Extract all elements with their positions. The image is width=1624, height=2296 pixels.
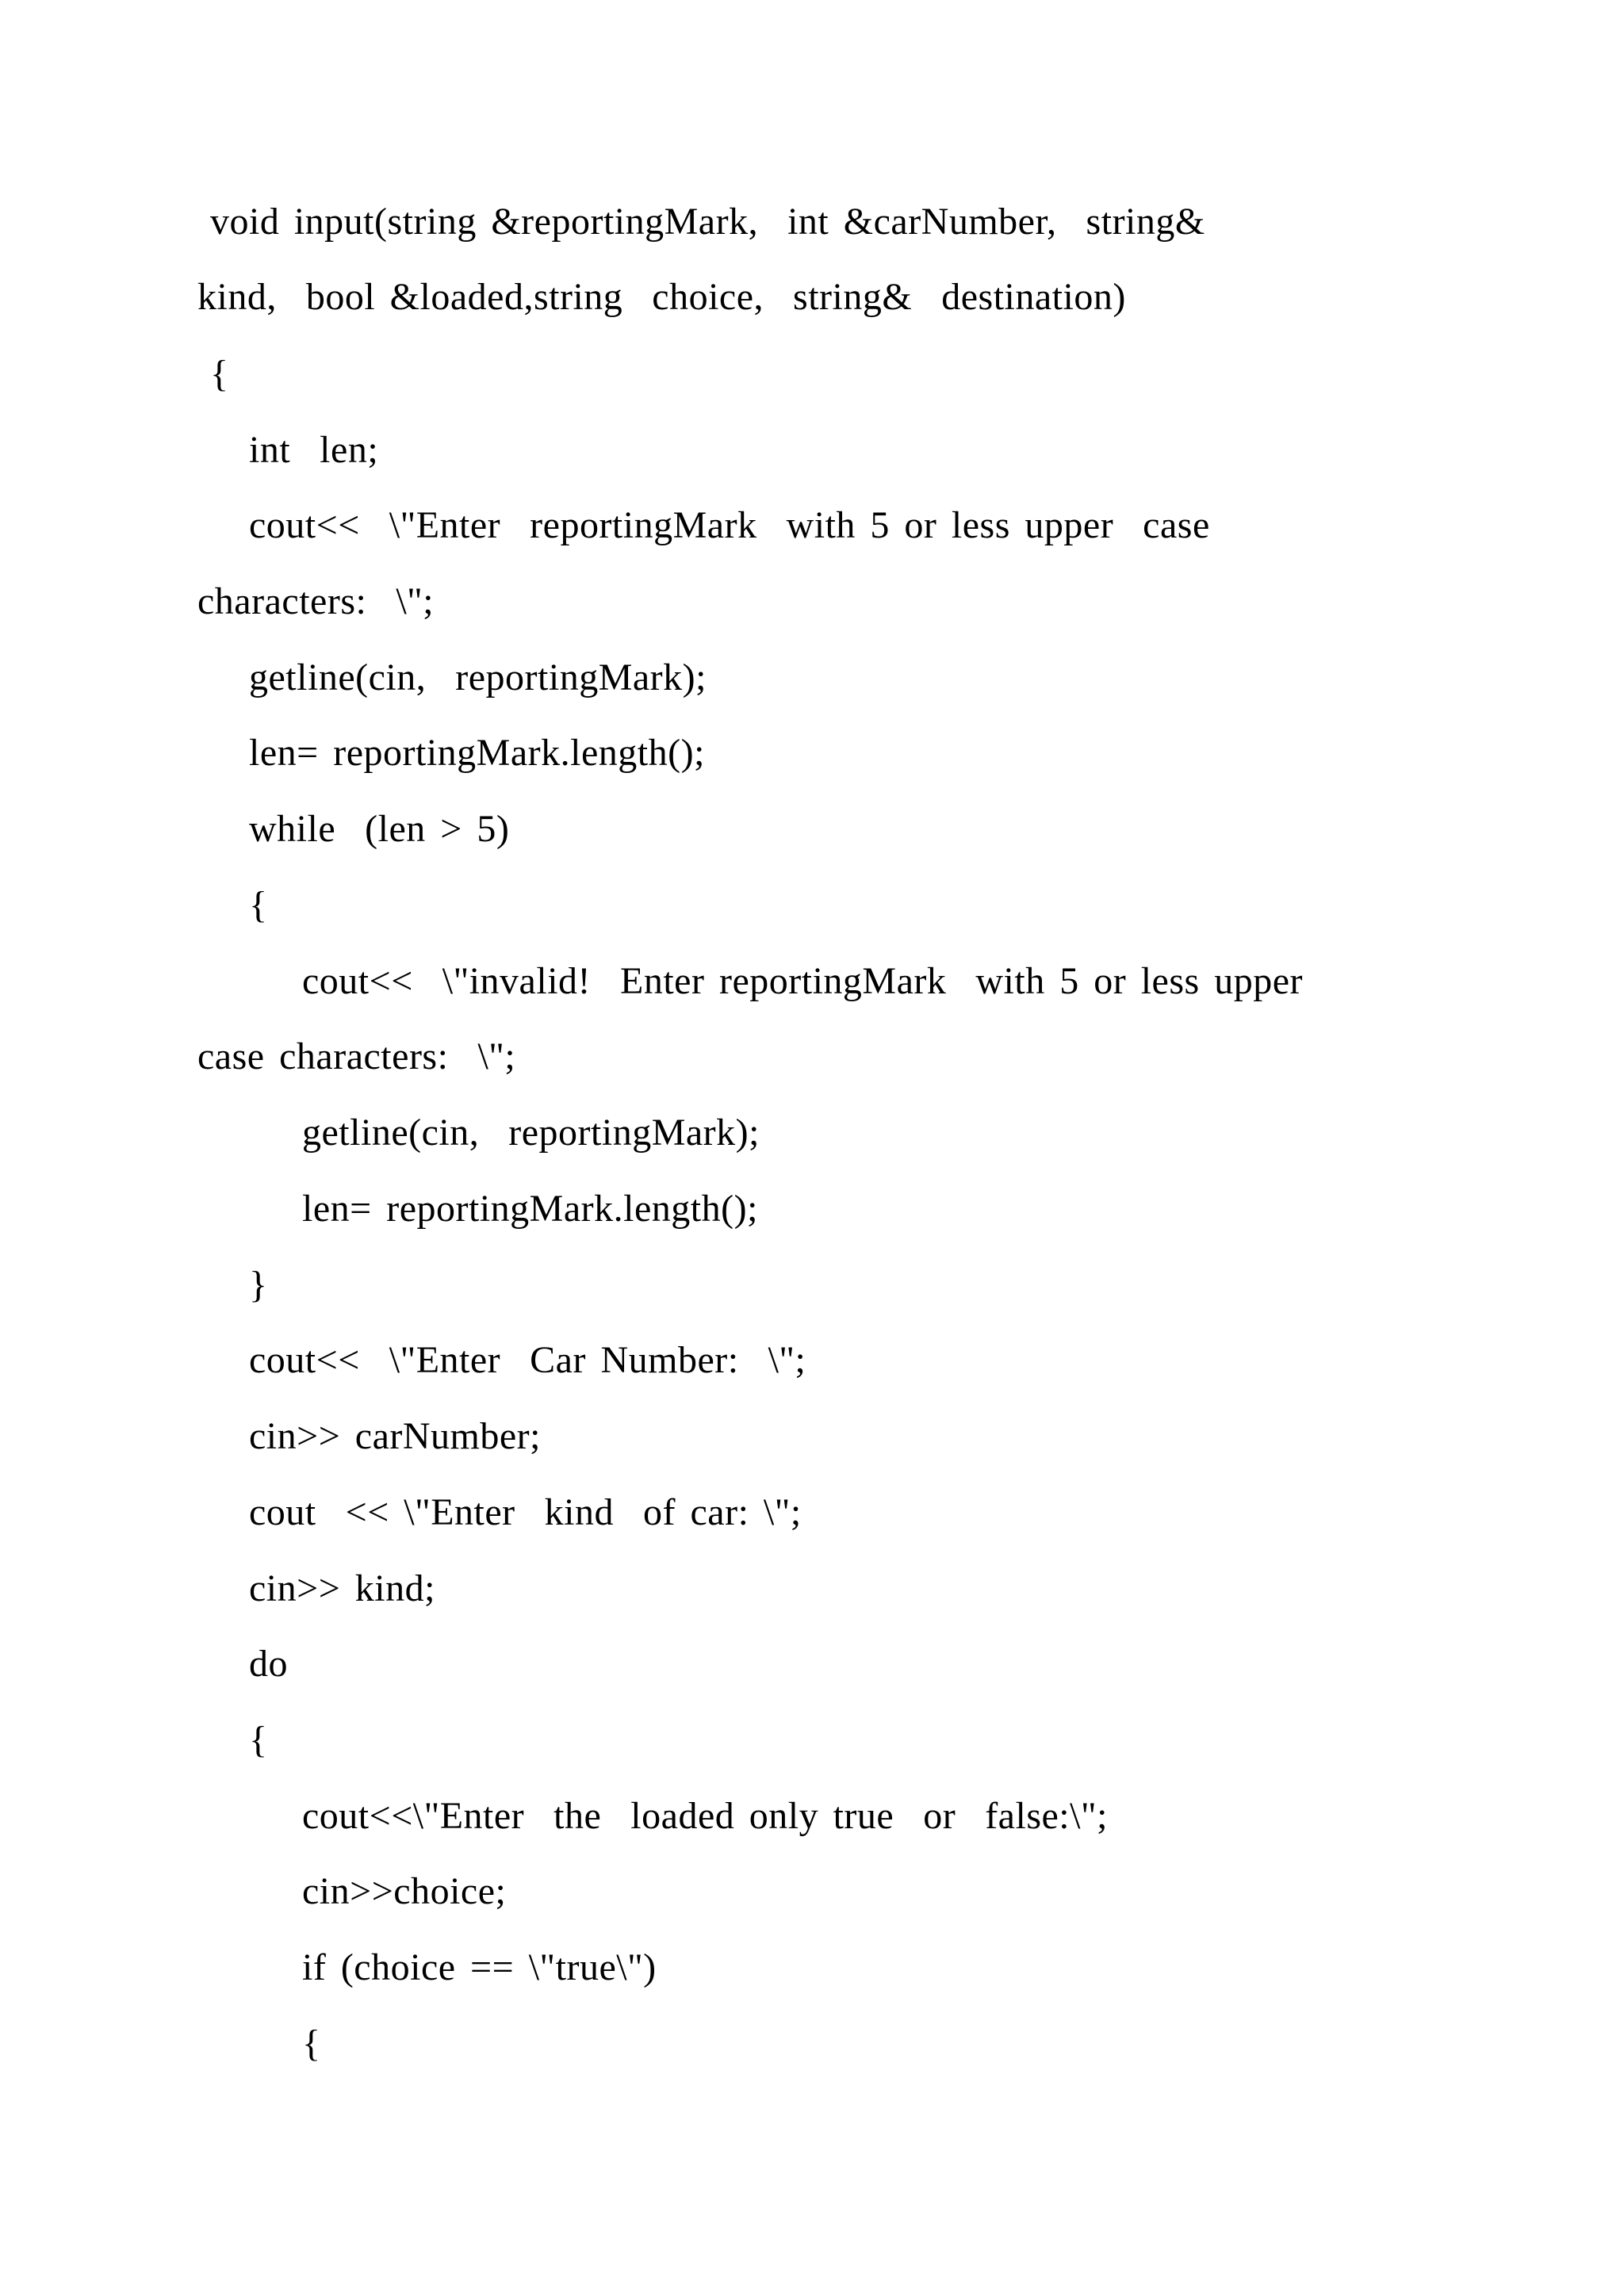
code-line: void input(string &reportingMark, int &carNumber, string&	[210, 201, 1205, 243]
code-line: case characters: \";	[197, 1035, 516, 1077]
code-line: cout<< \"invalid! Enter reportingMark with 5 or less upper	[302, 960, 1303, 1002]
code-line: cin>>choice;	[302, 1870, 507, 1912]
code-line: {	[302, 2022, 321, 2064]
code-line: while (len > 5)	[249, 808, 510, 850]
code-line: {	[249, 1719, 268, 1761]
code-line: int len;	[249, 429, 379, 471]
code-line: {	[249, 884, 268, 926]
code-line: cout << \"Enter kind of car: \";	[249, 1491, 802, 1533]
code-line: getline(cin, reportingMark);	[302, 1112, 760, 1154]
code-line: len= reportingMark.length();	[302, 1188, 758, 1230]
code-line: cin>> carNumber;	[249, 1415, 541, 1457]
code-line: }	[249, 1264, 268, 1306]
code-line: characters: \";	[197, 580, 435, 622]
code-line: {	[210, 353, 229, 395]
code-line: do	[249, 1643, 288, 1685]
code-line: cout<< \"Enter reportingMark with 5 or less upper case	[249, 504, 1210, 546]
code-line: getline(cin, reportingMark);	[249, 656, 707, 698]
code-line: cin>> kind;	[249, 1567, 435, 1609]
code-line: kind, bool &loaded,string choice, string& destination)	[197, 276, 1126, 318]
code-line: cout<<\"Enter the loaded only true or false:\";	[302, 1795, 1108, 1837]
code-line: len= reportingMark.length();	[249, 732, 705, 774]
code-line: cout<< \"Enter Car Number: \";	[249, 1339, 806, 1381]
code-line: if (choice == \"true\")	[302, 1946, 657, 1988]
